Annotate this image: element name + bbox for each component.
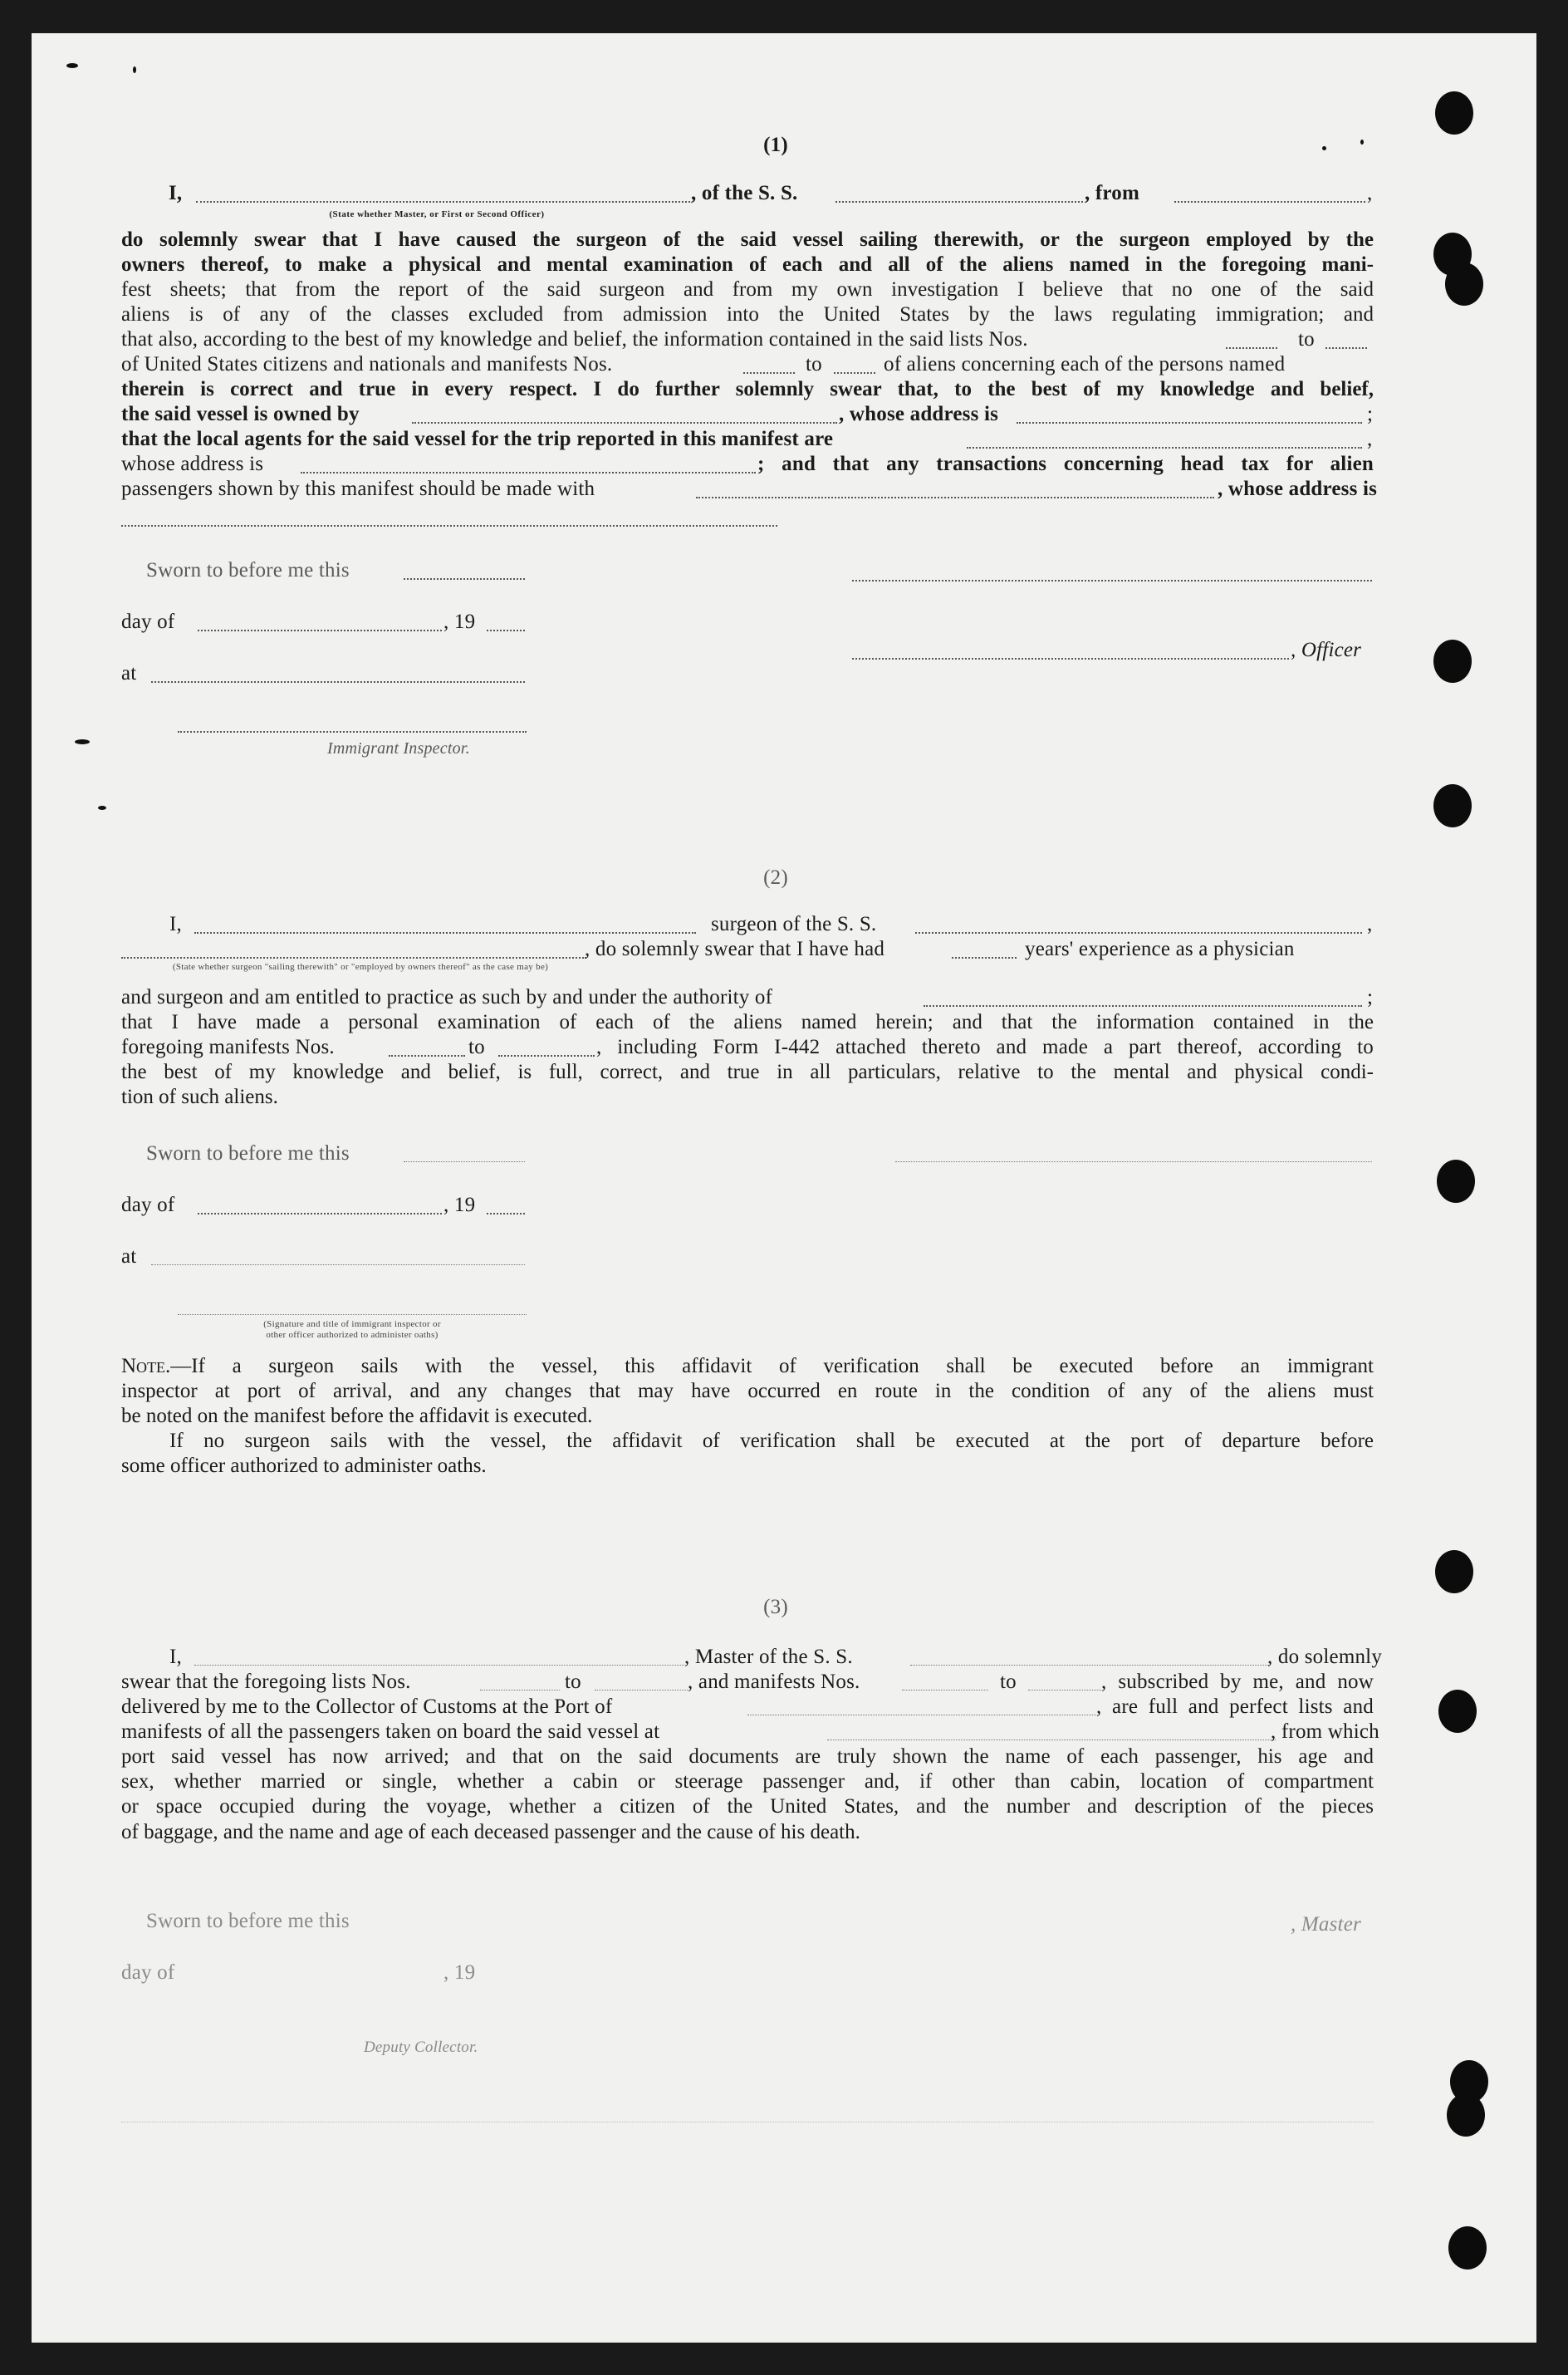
body-line: the said vessel is owned by	[121, 403, 360, 425]
blank-manifests-to	[834, 372, 875, 374]
ink-speck	[133, 66, 136, 73]
to-label: to	[1298, 328, 1315, 351]
ink-speck	[1322, 146, 1326, 150]
ink-speck	[66, 63, 78, 68]
do-solemnly: , do solemnly	[1267, 1646, 1383, 1668]
blank-signature-top	[895, 1161, 1372, 1162]
body-line: delivered by me to the Collector of Customs at the Port of	[121, 1695, 613, 1718]
sworn-label: Sworn to before me this	[146, 1910, 350, 1932]
full-perfect: , are full and perfect lists and	[1096, 1695, 1374, 1718]
blank-authority	[924, 1005, 1362, 1007]
year-label: , 19	[443, 1194, 476, 1216]
punch-hole	[1447, 2093, 1485, 2137]
body-line: do solemnly swear that I have caused the surgeon of the said vessel sailing therewith, or the surgeon employed by the	[121, 228, 1374, 251]
to-label: to	[806, 353, 822, 375]
to-label: to	[1000, 1671, 1017, 1693]
whose-address-end: , whose address is	[1218, 478, 1378, 500]
body-line: swear that the foregoing lists Nos.	[121, 1671, 411, 1693]
blank-sworn-day	[404, 578, 525, 580]
blank-ship-name	[910, 1665, 1269, 1666]
intro-i: I,	[169, 1646, 182, 1668]
line-end-comma: ,	[1367, 182, 1373, 204]
punch-hole	[1435, 91, 1473, 135]
to-label: to	[468, 1036, 485, 1058]
blank-address-final	[121, 525, 777, 527]
body-line: of United States citizens and nationals and manifests Nos.	[121, 353, 613, 375]
body-line: sex, whether married or single, whether a cabin or steerage passenger and, if other than cabin, location of compartment	[121, 1770, 1374, 1794]
blank-at-place	[151, 1264, 525, 1265]
blank-master-name	[194, 1665, 684, 1666]
blank-month	[198, 630, 442, 631]
blank-from-port	[1174, 201, 1365, 203]
note-line: some officer authorized to administer oaths.	[121, 1455, 487, 1478]
blank-surgeon-name	[194, 932, 696, 934]
master-label: , Master	[1291, 1913, 1361, 1936]
note-line: inspector at port of arrival, and any changes that may have occurred en route in the condition of any of the aliens must	[121, 1380, 1374, 1403]
do-solemnly: , do solemnly swear that I have had	[585, 938, 885, 960]
body-line: that the local agents for the said vessel for the trip reported in this manifest are	[121, 428, 834, 450]
from-label: , from	[1085, 182, 1139, 204]
section2-note2	[121, 1429, 1374, 1479]
to-label: to	[565, 1671, 581, 1693]
section-number: (1)	[763, 134, 788, 156]
ink-speck	[75, 739, 90, 744]
body-line: and surgeon and am entitled to practice as such by and under the authority of	[121, 986, 773, 1008]
section2-note	[121, 1354, 1374, 1430]
body-line: that I have made a personal examination of each of the aliens named herein; and that the information contained in the	[121, 1011, 1374, 1033]
signature-caption: other officer authorized to administer oaths)	[266, 1330, 439, 1340]
blank-inspector-signature	[178, 731, 527, 733]
blank-manifests-from	[743, 372, 795, 374]
punch-hole	[1437, 1160, 1475, 1203]
day-of-label: day of	[121, 1961, 175, 1984]
signature-caption: (Signature and title of immigrant inspector or	[263, 1319, 441, 1329]
body-line: aliens is of any of the classes excluded from admission into the United States by the laws regulating immigration; and	[121, 303, 1374, 326]
blank-month	[198, 1213, 442, 1214]
blank-year	[487, 630, 525, 631]
whose-address-label: , whose address is	[839, 403, 999, 425]
body-line: or space occupied during the voyage, whether a citizen of the United States, and the number and description of the pieces	[121, 1795, 1374, 1818]
blank-officer	[196, 201, 690, 203]
section-number: (3)	[763, 1596, 788, 1618]
ink-speck	[1360, 140, 1364, 145]
section1-body	[121, 228, 1374, 277]
note-label: Note.	[121, 1355, 171, 1377]
body-line: of baggage, and the name and age of each deceased passenger and the cause of his death.	[121, 1820, 860, 1843]
sworn-label: Sworn to before me this	[146, 559, 350, 581]
blank-years	[952, 957, 1017, 959]
subscribed: , subscribed by me, and now	[1101, 1671, 1374, 1693]
officer-caption: (State whether Master, or First or Second Officer)	[329, 209, 545, 219]
body-line: owners thereof, to make a physical and mental examination of each and all of the aliens named in the foregoing mani-	[121, 253, 1374, 277]
blank-agents	[967, 447, 1362, 449]
sworn-label: Sworn to before me this	[146, 1142, 350, 1165]
body-line: tion of such aliens.	[121, 1086, 278, 1109]
comma: ,	[1367, 913, 1373, 935]
blank-manifest-from	[389, 1055, 465, 1057]
blank-lists-to	[1325, 347, 1367, 349]
note-line: If no surgeon sails with the vessel, the affidavit of verification shall be executed at the port of departure before	[169, 1430, 1374, 1452]
blank-head-tax-party	[696, 497, 1214, 498]
day-of-label: day of	[121, 1194, 175, 1216]
year-label: , 19	[443, 1961, 476, 1984]
from-which: , from which	[1271, 1720, 1379, 1743]
blank-at-place	[151, 681, 525, 683]
body-line: the best of my knowledge and belief, is full, correct, and true in all particulars, relative to the mental and physical condi-	[121, 1061, 1374, 1083]
and-manifests: , and manifests Nos.	[688, 1671, 860, 1693]
body-line: whose address is	[121, 453, 264, 475]
blank-officer-signature	[852, 658, 1289, 660]
punch-hole	[1433, 784, 1472, 827]
semicolon: ;	[1367, 403, 1374, 425]
blank-lists-from	[1226, 347, 1277, 349]
intro-i: I,	[169, 913, 182, 935]
ink-speck	[98, 806, 106, 810]
body-line: foregoing manifests Nos.	[121, 1036, 335, 1058]
punch-hole	[1438, 1690, 1477, 1733]
note-text: —If a surgeon sails with the vessel, this affidavit of verification shall be executed before an immigrant	[170, 1355, 1374, 1377]
section2-body-b	[121, 1060, 1374, 1110]
body-line: fest sheets; that from the report of the said surgeon and from my own investigation I believe that no one of the said	[121, 278, 1374, 301]
section2-body	[121, 1010, 1374, 1035]
deputy-collector-label: Deputy Collector.	[364, 2039, 478, 2056]
manifest-affidavit-page	[32, 33, 1536, 2343]
years-experience: years' experience as a physician	[1025, 938, 1295, 960]
note-line	[121, 1354, 1374, 1379]
body-line: therein is correct and true in every respect. I do further solemnly swear that, to the best of my knowledge and belief,	[121, 378, 1374, 400]
surgeon-caption: (State whether surgeon "sailing therewith" or "employed by owners thereof" as the case may be)	[172, 962, 549, 972]
blank-owner-address	[1017, 422, 1362, 424]
officer-label: , Officer	[1291, 639, 1362, 661]
blank-year	[487, 1213, 525, 1214]
section-number: (2)	[763, 866, 788, 889]
blank-sworn-day	[404, 1161, 525, 1162]
blank-ship-name	[835, 201, 1083, 203]
inspector-label: Immigrant Inspector.	[327, 739, 470, 758]
blank-manifest-to	[498, 1055, 595, 1057]
body-line: manifests of all the passengers taken on board the said vessel at	[121, 1720, 660, 1743]
section3-body	[121, 1744, 1374, 1845]
of-the-ss-label: , of the S. S.	[691, 182, 798, 204]
blank-surgeon-status	[121, 957, 586, 959]
head-tax-text: ; and that any transactions concerning head tax for alien	[757, 453, 1374, 475]
section1-body-b	[121, 377, 1374, 402]
punch-hole	[1435, 1550, 1473, 1593]
punch-hole	[1445, 263, 1483, 306]
body-line: port said vessel has now arrived; and that on the said documents are truly shown the name of each passenger, his age and	[121, 1745, 1374, 1768]
semicolon: ;	[1367, 986, 1374, 1008]
at-label: at	[121, 662, 137, 685]
punch-hole	[1433, 640, 1472, 683]
surgeon-of-ss: surgeon of the S. S.	[711, 913, 877, 935]
body-line: that also, according to the best of my knowledge and belief, the information contained in the said lists Nos.	[121, 328, 1028, 351]
including-form: , including Form I-442 attached thereto and made a part thereof, according to	[596, 1036, 1374, 1058]
year-label: , 19	[443, 611, 476, 633]
day-of-label: day of	[121, 611, 175, 633]
blank-ship-name	[915, 932, 1362, 934]
blank-agents-address	[301, 472, 756, 474]
blank-officer-signature-top	[852, 580, 1372, 581]
intro-i: I,	[169, 182, 183, 204]
note-line: be noted on the manifest before the affidavit is executed.	[121, 1405, 593, 1428]
aliens-concerning: of aliens concerning each of the persons named	[884, 353, 1286, 375]
section1-body-regular	[121, 277, 1374, 327]
blank-inspector-signature	[178, 1314, 527, 1315]
master-of-ss: , Master of the S. S.	[684, 1646, 853, 1668]
comma: ,	[1367, 428, 1373, 450]
blank-owner	[412, 422, 837, 424]
at-label: at	[121, 1245, 137, 1268]
body-line: passengers shown by this manifest should be made with	[121, 478, 595, 500]
punch-hole	[1448, 2226, 1487, 2269]
